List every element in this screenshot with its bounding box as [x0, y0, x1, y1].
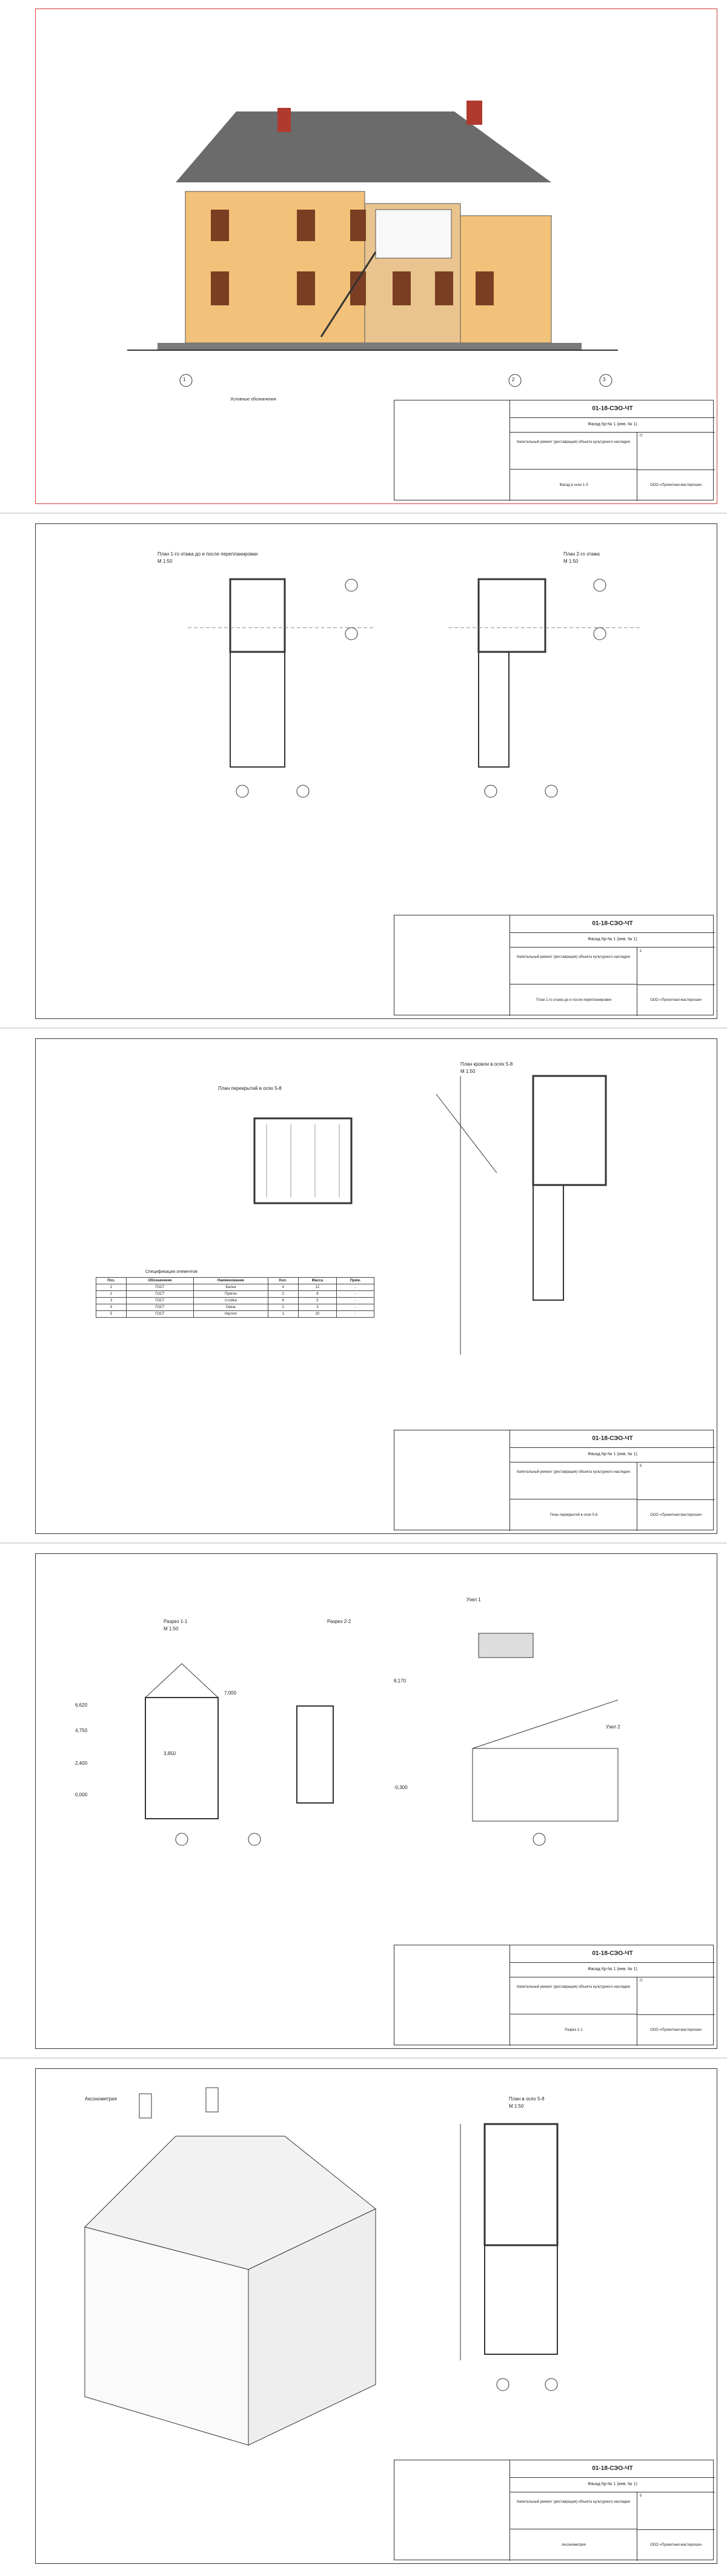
plan1-title: План 1-го этажа до и после перепланировки [158, 551, 258, 557]
plan5-title: План в осях 5-8 [509, 2096, 545, 2102]
spec-table: Поз. Обозначение Наименование Кол. Масса Прим. 1 ГОСТ Балка 4 12 - 2 ГОСТ Прогон 2 8 - 3 ГОСТ Стойка 6 5 - 4 ГОСТ Связь 2 3 - 5 ГОСТ Настил 1 20 - [96, 1277, 374, 1318]
node1-title: Узел 1 [466, 1597, 481, 1602]
elev-mark-5: 3,850 [164, 1751, 176, 1756]
drawing-code: 01-18-СЭО-ЧТ [510, 400, 715, 418]
plan2-scale: М 1:50 [563, 559, 579, 564]
organization: ООО «Проектная мастерская» [637, 470, 715, 501]
sheet-sections [0, 1545, 727, 2057]
elev-mark-1: 6,620 [75, 1702, 88, 1708]
table-row: 3 ГОСТ Стойка 6 5 - [96, 1298, 374, 1304]
elev-mark-2: 4,750 [75, 1728, 88, 1733]
axo-title: Аксонометрия [85, 2096, 117, 2102]
spec-table-title: Спецификация элементов [145, 1270, 198, 1274]
table-row: 4 ГОСТ Связь 2 3 - [96, 1304, 374, 1311]
legend-title: Условные обозначения [230, 397, 276, 402]
wall-right [460, 216, 551, 343]
elev-mark-8: 8,170 [394, 1678, 407, 1684]
title-block: 01-18-СЭО-ЧТ Фасад Кр-№ 1 (инв. № 1) Капитальный ремонт (реставрация) объекта культурного наследия П Разрез 1-1 ООО «Проектная мастерская» [394, 1945, 714, 2045]
table-row: 2 ГОСТ Прогон 2 8 - [96, 1291, 374, 1298]
stage-box: П [637, 432, 715, 470]
overlap-drawing [36, 1040, 716, 1427]
sheet-subtitle: Фасад в осях 1-3 [510, 470, 637, 501]
axis-label-1: 1 [183, 377, 186, 382]
node2-title: Узел 2 [606, 1724, 620, 1730]
table-row: 1 ГОСТ Балка 4 12 - [96, 1284, 374, 1291]
chimney-right [466, 101, 482, 125]
plan3-title: План перекрытий в осях 5-8 [218, 1086, 282, 1091]
sheet-overlaps [0, 1030, 727, 1542]
elev-mark-7: -0,300 [394, 1785, 408, 1790]
axis-label-3: 3 [603, 377, 606, 382]
elev-mark-3: 2,400 [75, 1761, 88, 1766]
chimney-left [277, 108, 291, 132]
roof [176, 111, 551, 182]
plan5-scale: М 1:50 [509, 2103, 524, 2109]
title-block: 01-18-СЭО-ЧТ Фасад Кр-№ 1 (инв. № 1) Капитальный ремонт (реставрация) объекта культурного наследия 5 План перекрытий в осях 5-8 ООО «Проектная мастерская» [394, 1430, 714, 1530]
section1-title: Разрез 1-1 [164, 1619, 188, 1624]
table-row: 5 ГОСТ Настил 1 20 - [96, 1311, 374, 1318]
plans-drawing [36, 525, 716, 912]
sheet-facade [0, 0, 727, 513]
plan4-scale: М 1:50 [460, 1069, 476, 1074]
elev-mark-4: 0,000 [75, 1792, 88, 1798]
gallery [376, 210, 451, 258]
section1-scale: М 1:50 [164, 1626, 179, 1632]
facade-drawing [36, 10, 716, 397]
plan2-title: План 2-го этажа [563, 551, 600, 557]
plan1-scale: М 1:50 [158, 559, 173, 564]
sections-drawing [36, 1555, 716, 1942]
title-block: 01-18-СЭО-ЧТ Фасад Кр-№ 1 (инв. № 1) Капитальный ремонт (реставрация) объекта культурного наследия 5 Аксонометрия ООО «Проектная мастерская» [394, 2460, 714, 2560]
elev-mark-6: 7,000 [224, 1690, 237, 1696]
project-description: Капитальный ремонт (реставрация) объекта культурного наследия [510, 432, 637, 470]
title-block: 01-18-СЭО-ЧТ Фасад Кр-№ 1 (инв. № 1) Капитальный ремонт (реставрация) объекта культурного наследия 1 План 1-го этажа до и после перепланировки ООО «Проектная мастерская» [394, 915, 714, 1015]
section2-title: Разрез 2-2 [327, 1619, 351, 1624]
sheet-axonometry [0, 2060, 727, 2572]
sheet-plans [0, 515, 727, 1027]
sheet-title: Фасад Кр-№ 1 (инв. № 1) [510, 417, 715, 433]
title-block [394, 400, 714, 500]
axonometry-drawing [36, 2070, 716, 2457]
plinth [158, 343, 582, 350]
plan4-title: План кровли в осях 5-8 [460, 1061, 513, 1067]
axis-label-2: 2 [512, 377, 515, 382]
